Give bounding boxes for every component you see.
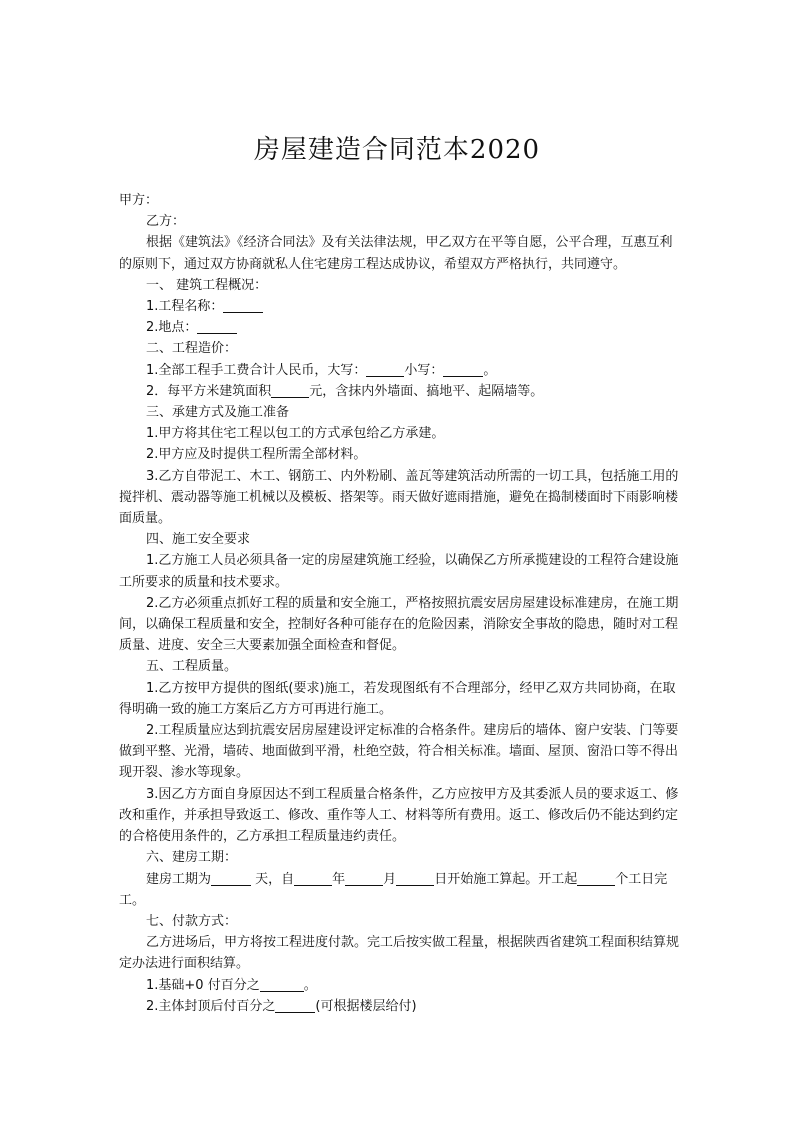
construction-period-line bbox=[119, 869, 685, 911]
cost-uppercase-blank bbox=[366, 362, 404, 377]
period-text-4: 月 bbox=[383, 871, 397, 887]
payment-item-2-label: 2.主体封顶后付百分之 bbox=[146, 998, 276, 1014]
section-3-item-2: 2.甲方应及时提供工程所需全部材料。 bbox=[146, 447, 367, 463]
section-2-heading: 二、工程造价： bbox=[146, 341, 238, 357]
cost-total-line bbox=[119, 360, 685, 381]
party-a-line: 甲方： bbox=[119, 193, 159, 208]
section-3-item-3: 3.乙方自带泥工、木工、钢筋工、内外粉刷、盖瓦等建筑活动所需的一切工具，包括施工用的搅拌机、震动器等施工机械以及模板、搭架等。雨天做好遮雨措施，避免在捣制楼面时下雨影响楼面质量。 bbox=[119, 468, 679, 527]
cost-per-sqm-rest: 元，含抹内外墙面、搞地平、起隔墙等。 bbox=[309, 383, 544, 399]
section-5-item-1: 1.乙方按甲方提供的图纸(要求)施工，若发现图纸有不合理部分，经甲乙双方共同协商，在取得明确一致的施工方案后乙方方可再进行施工。 bbox=[119, 680, 676, 717]
workdays-blank bbox=[577, 871, 615, 886]
start-year-blank bbox=[294, 871, 332, 886]
payment-item-1-label: 1.基础+0 付百分之 bbox=[146, 977, 260, 993]
period-days-blank bbox=[211, 871, 251, 886]
payment-item-2-note: (可根据楼层给付) bbox=[315, 998, 417, 1014]
payment-item-1-end: 。 bbox=[303, 977, 317, 993]
cost-total-label: 1.全部工程手工费合计人民币，大写： bbox=[146, 362, 367, 378]
section-4-item-1: 1.乙方施工人员必须具备一定的房屋建筑施工经验，以确保乙方所承揽建设的工程符合建设施工所要求的质量和技术要求。 bbox=[119, 553, 679, 590]
section-5-item-2: 2.工程质量应达到抗震安居房屋建设评定标准的合格条件。建房后的墙体、窗户安装、门等要做到平整、光滑，墙砖、地面做到平滑，杜绝空鼓，符合相关标准。墙面、屋顶、窗沿口等不得出现开裂、渗水等现象。 bbox=[119, 723, 679, 781]
cost-per-sqm-label: 2．每平方米建筑面积 bbox=[146, 383, 272, 399]
cost-per-sqm-line bbox=[119, 381, 685, 402]
section-4-heading: 四、施工安全要求 bbox=[146, 532, 251, 548]
cost-lowercase-label: 小写： bbox=[404, 362, 444, 378]
project-name-blank bbox=[223, 298, 263, 313]
section-5-heading: 五、工程质量。 bbox=[146, 659, 238, 675]
start-day-blank bbox=[396, 871, 434, 886]
period-text-5: 日开始施工算起。开工起 bbox=[434, 871, 578, 887]
payment-item-1 bbox=[119, 975, 685, 996]
payment-item-2 bbox=[119, 996, 685, 1017]
period-text-6: 个工日完工。 bbox=[119, 871, 668, 908]
location-label: 2.地点： bbox=[146, 320, 198, 336]
payment-intro: 乙方进场后，甲方将按工程进度付款。完工后按实做工程量，根据陕西省建筑工程面积结算规定办法进行面积结算。 bbox=[119, 935, 680, 972]
location-line bbox=[119, 317, 685, 338]
section-1-heading: 一、 建筑工程概况： bbox=[146, 277, 268, 293]
start-month-blank bbox=[345, 871, 383, 886]
section-7-heading: 七、付款方式： bbox=[146, 913, 238, 929]
period-text-2: 天，自 bbox=[251, 871, 295, 887]
project-name-line bbox=[119, 296, 685, 317]
period-text-1: 建房工期为 bbox=[146, 871, 212, 887]
cost-per-sqm-blank bbox=[271, 383, 309, 398]
document-title: 房屋建造合同范本2020 bbox=[253, 135, 541, 165]
location-blank bbox=[197, 319, 237, 334]
payment-item-2-blank bbox=[275, 998, 315, 1013]
section-5-item-3: 3.因乙方方面自身原因达不到工程质量合格条件，乙方应按甲方及其委派人员的要求返工、修改和重作，并承担导致返工、修改、重作等人工、材料等所有费用。返工、修改后仍不能达到约定的合格使用条件的，乙方承担工程质量违约责任。 bbox=[119, 786, 679, 845]
payment-item-1-blank bbox=[260, 977, 304, 992]
period-text-3: 年 bbox=[332, 871, 346, 887]
party-b-line: 乙方： bbox=[146, 214, 186, 230]
cost-lowercase-blank bbox=[443, 362, 483, 377]
intro-paragraph: 根据《建筑法》《经济合同法》及有关法律法规，甲乙双方在平等自愿，公平合理，互惠互利的原则下，通过双方协商就私人住宅建房工程达成协议，希望双方严格执行，共同遵守。 bbox=[119, 235, 673, 272]
cost-total-end: 。 bbox=[483, 362, 497, 378]
section-6-heading: 六、建房工期： bbox=[146, 850, 238, 866]
section-4-item-2: 2.乙方必须重点抓好工程的质量和安全施工，严格按照抗震安居房屋建设标准建房，在施工期间，以确保工程质量和安全，控制好各种可能存在的危险因素，消除安全事故的隐患，随时对工程质量、进度、安全三大要素加强全面检查和督促。 bbox=[119, 595, 679, 654]
section-3-heading: 三、承建方式及施工准备 bbox=[146, 405, 290, 421]
section-3-item-1: 1.甲方将其住宅工程以包工的方式承包给乙方承建。 bbox=[146, 426, 445, 442]
document-body bbox=[119, 190, 685, 1017]
project-name-label: 1.工程名称： bbox=[146, 299, 224, 315]
